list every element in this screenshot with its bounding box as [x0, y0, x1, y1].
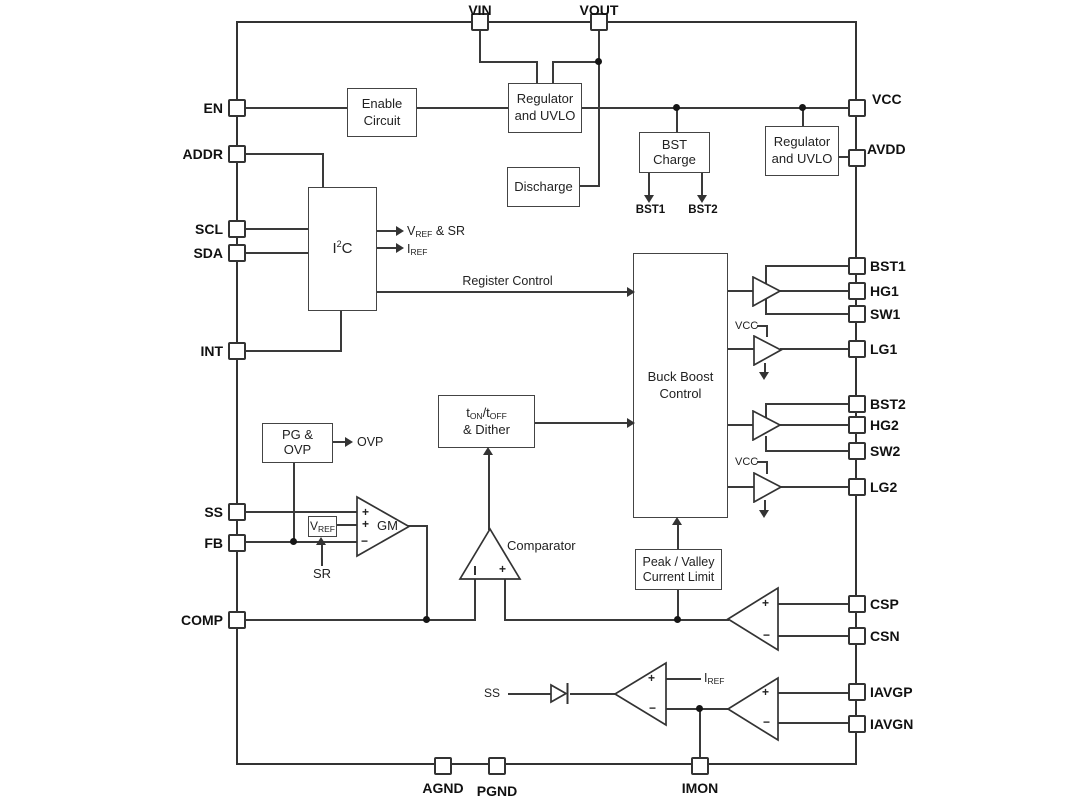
- junction-fb: [290, 538, 297, 545]
- pin-bst2: [848, 395, 866, 413]
- pin-en: [228, 99, 246, 117]
- label-vcc-driver2: VCC: [735, 456, 759, 468]
- pin-label-comp: COMP: [181, 612, 223, 628]
- wire-comparator-plus-path: [504, 619, 729, 621]
- pin-label-lg2: LG2: [870, 479, 898, 495]
- pin-label-iavgp: IAVGP: [870, 684, 913, 700]
- block-regulator-uvlo-right: Regulator and UVLO: [765, 126, 839, 176]
- wire-vin-branch: [479, 61, 538, 63]
- wire-bbc-to-lg1-driver: [728, 348, 755, 350]
- pin-label-int: INT: [200, 343, 223, 359]
- wire-sw2: [765, 450, 849, 452]
- iavg-error-amplifier: [613, 661, 668, 727]
- wire-lg1-out: [780, 348, 849, 350]
- wire-i2c-iref: [377, 247, 396, 249]
- wire-gm-out: [408, 525, 428, 527]
- wire-vout-into-regulator: [552, 61, 554, 85]
- block-enable-circuit: Enable Circuit: [347, 88, 417, 137]
- arrow-bst1-charge: [644, 195, 654, 203]
- arrow-comparator-to-ton: [483, 447, 493, 455]
- block-buck-boost-control: Buck Boost Control: [633, 253, 728, 518]
- pin-label-bst1: BST1: [870, 258, 906, 274]
- wire-addr-into-i2c: [322, 153, 324, 189]
- pin-csp: [848, 595, 866, 613]
- iavg-err-amp-input-minus: −: [649, 701, 657, 715]
- wire-comparator-minus-drop: [474, 579, 476, 621]
- ton-toff-label: tON/tOFF & Dither: [463, 404, 510, 437]
- wire-vin-drop: [479, 30, 481, 62]
- pin-label-pgnd: PGND: [476, 783, 518, 799]
- wire-int-into-i2c: [340, 311, 342, 352]
- label-sr: SR: [312, 566, 332, 581]
- label-ss-soft-start: SS: [484, 686, 501, 700]
- junction-bstcharge: [673, 104, 680, 111]
- wire-regulator-to-vcc: [582, 107, 849, 109]
- pin-label-sw1: SW1: [870, 306, 901, 322]
- pin-avdd: [848, 149, 866, 167]
- wire-bst1: [765, 265, 849, 267]
- wire-peakvalley-up-arrow: [677, 524, 679, 550]
- wire-ss-to-diode: [508, 693, 552, 695]
- pin-iavgp: [848, 683, 866, 701]
- block-vref: [308, 516, 337, 537]
- cs-amp-input-plus: +: [762, 596, 770, 610]
- pin-lg2: [848, 478, 866, 496]
- arrow-sr: [316, 537, 326, 545]
- comparator-triangle: [458, 527, 522, 581]
- wire-en-to-enable: [245, 107, 347, 109]
- wire-gm-out-drop: [426, 525, 428, 621]
- gm-label: GM: [377, 518, 398, 533]
- block-bst-charge: BST Charge: [639, 132, 710, 173]
- ground-symbol-lg1: [759, 372, 769, 380]
- wire-bbc-to-lg2-driver: [728, 486, 755, 488]
- pin-label-csp: CSP: [870, 596, 899, 612]
- pin-sda: [228, 244, 246, 262]
- label-ovp: OVP: [357, 435, 384, 449]
- gm-input-plus-2: +: [362, 517, 370, 531]
- wire-vout-branch: [552, 61, 600, 63]
- block-discharge: Discharge: [507, 167, 580, 207]
- pin-label-lg1: LG1: [870, 341, 898, 357]
- pin-label-addr: ADDR: [182, 146, 223, 162]
- pin-ss: [228, 503, 246, 521]
- wire-csn: [778, 635, 849, 637]
- wire-csp: [778, 603, 849, 605]
- lg1-gate-driver: [753, 335, 783, 366]
- pin-imon: [691, 757, 709, 775]
- pin-vcc: [848, 99, 866, 117]
- gm-input-plus-1: +: [362, 505, 370, 519]
- wire-vin-into-regulator: [536, 61, 538, 85]
- block-regulator-uvlo-top: Regulator and UVLO: [508, 83, 582, 133]
- block-ton-toff-dither: [438, 395, 535, 448]
- pin-hg1: [848, 282, 866, 300]
- pin-label-sda: SDA: [193, 245, 223, 261]
- arrow-ton-to-bbc: [627, 418, 635, 428]
- comparator-input-plus: +: [499, 562, 507, 576]
- gm-input-minus: −: [361, 534, 369, 548]
- arrow-iref: [396, 243, 404, 253]
- pin-label-vout: VOUT: [579, 2, 619, 18]
- wire-sr-arrow: [321, 545, 323, 566]
- label-bst2-out: BST2: [688, 204, 718, 216]
- ground-symbol-lg2: [759, 510, 769, 518]
- wire-bst2: [765, 403, 849, 405]
- i2c-label: $I^2C$: [332, 239, 353, 258]
- arrow-vref-sr: [396, 226, 404, 236]
- pin-hg2: [848, 416, 866, 434]
- pin-sw1: [848, 305, 866, 323]
- soft-start-diode: [550, 682, 572, 705]
- wire-addr: [245, 153, 323, 155]
- pin-csn: [848, 627, 866, 645]
- block-pg-ovp: PG & OVP: [262, 423, 333, 463]
- wire-comparator-to-ton: [488, 454, 490, 530]
- lg2-gate-driver: [753, 472, 783, 503]
- junction-vout: [595, 58, 602, 65]
- current-sense-amplifier: [726, 586, 780, 652]
- wire-ovp-out: [333, 441, 345, 443]
- pin-label-vin: VIN: [468, 2, 492, 18]
- wire-bst1-charge-arrow: [648, 173, 650, 197]
- junction-peakvalley: [674, 616, 681, 623]
- pin-addr: [228, 145, 246, 163]
- pin-comp: [228, 611, 246, 629]
- cs-amp-input-minus: −: [763, 628, 771, 642]
- label-iref-i2c: IREF: [407, 242, 428, 257]
- wire-iavgn: [778, 722, 849, 724]
- pin-label-vcc: VCC: [872, 91, 902, 107]
- wire-erramp-iref: [666, 678, 701, 680]
- pin-int: [228, 342, 246, 360]
- wire-enable-to-regulator: [417, 107, 508, 109]
- wire-i2c-vref-sr: [377, 230, 396, 232]
- label-comparator: Comparator: [507, 538, 576, 553]
- wire-bst2-charge-arrow: [701, 173, 703, 197]
- pin-label-avdd: AVDD: [867, 141, 906, 157]
- iavg-amp-input-minus: −: [763, 715, 771, 729]
- arrow-ovp: [345, 437, 353, 447]
- wire-scl: [245, 228, 309, 230]
- arrow-register-control: [627, 287, 635, 297]
- pin-label-en: EN: [203, 100, 223, 116]
- wire-bbc-to-hg2-driver: [728, 424, 754, 426]
- block-i2c: [308, 187, 377, 311]
- pin-label-sw2: SW2: [870, 443, 901, 459]
- wire-imon-drop: [699, 708, 701, 759]
- iavg-sense-amplifier: [726, 676, 780, 742]
- pin-agnd: [434, 757, 452, 775]
- iavg-err-amp-input-plus: +: [648, 671, 656, 685]
- pin-scl: [228, 220, 246, 238]
- wire-sda: [245, 252, 309, 254]
- wire-discharge-to-vout: [579, 185, 600, 187]
- iavg-amp-input-plus: +: [762, 685, 770, 699]
- label-register-control: Register Control: [462, 274, 553, 288]
- wire-vout-drop: [598, 30, 600, 187]
- pin-label-hg1: HG1: [870, 283, 899, 299]
- pin-label-hg2: HG2: [870, 417, 899, 433]
- junction-regulator-right: [799, 104, 806, 111]
- label-bst1-out: BST1: [635, 204, 666, 216]
- block-peak-valley-current-limit: Peak / Valley Current Limit: [635, 549, 722, 590]
- wire-comp: [246, 619, 476, 621]
- pin-label-bst2: BST2: [870, 396, 906, 412]
- hg2-gate-driver: [752, 410, 782, 441]
- label-iref-amp: IREF: [704, 671, 725, 686]
- pin-label-ss: SS: [204, 504, 223, 520]
- wire-sw1: [765, 313, 849, 315]
- wire-vrefbox-to-gm: [337, 524, 358, 526]
- wire-diode-to-erramp: [570, 693, 616, 695]
- wire-int: [245, 350, 342, 352]
- pin-sw2: [848, 442, 866, 460]
- pin-label-imon: IMON: [681, 780, 719, 796]
- comparator-inverting-input-mark: [474, 566, 476, 575]
- hg1-gate-driver: [752, 276, 782, 307]
- pin-label-iavgn: IAVGN: [870, 716, 914, 732]
- label-vref-sr: VREF & SR: [407, 224, 465, 239]
- wire-iavgp: [778, 692, 849, 694]
- wire-register-control: [377, 291, 627, 293]
- pin-fb: [228, 534, 246, 552]
- wire-comparator-plus-drop: [504, 579, 506, 621]
- vref-label: VREF: [309, 518, 335, 534]
- label-vcc-driver1: VCC: [735, 320, 759, 332]
- pin-label-fb: FB: [204, 535, 223, 551]
- wire-pgovp-to-fb: [293, 462, 295, 543]
- arrow-peakvalley-to-bbc: [672, 517, 682, 525]
- wire-lg2-out: [780, 486, 849, 488]
- wire-fb-pin: [246, 541, 358, 543]
- pin-iavgn: [848, 715, 866, 733]
- pin-bst1: [848, 257, 866, 275]
- wire-hg1-out: [779, 290, 849, 292]
- pin-label-csn: CSN: [870, 628, 900, 644]
- wire-ton-to-bbc: [535, 422, 627, 424]
- wire-hg2-out: [779, 424, 849, 426]
- pin-pgnd: [488, 757, 506, 775]
- pin-label-scl: SCL: [195, 221, 223, 237]
- junction-gm-comp: [423, 616, 430, 623]
- pin-lg1: [848, 340, 866, 358]
- pin-label-agnd: AGND: [422, 780, 464, 796]
- wire-bbc-to-hg1-driver: [728, 290, 754, 292]
- wire-ss-pin: [246, 511, 358, 513]
- arrow-bst2-charge: [697, 195, 707, 203]
- junction-imon: [696, 705, 703, 712]
